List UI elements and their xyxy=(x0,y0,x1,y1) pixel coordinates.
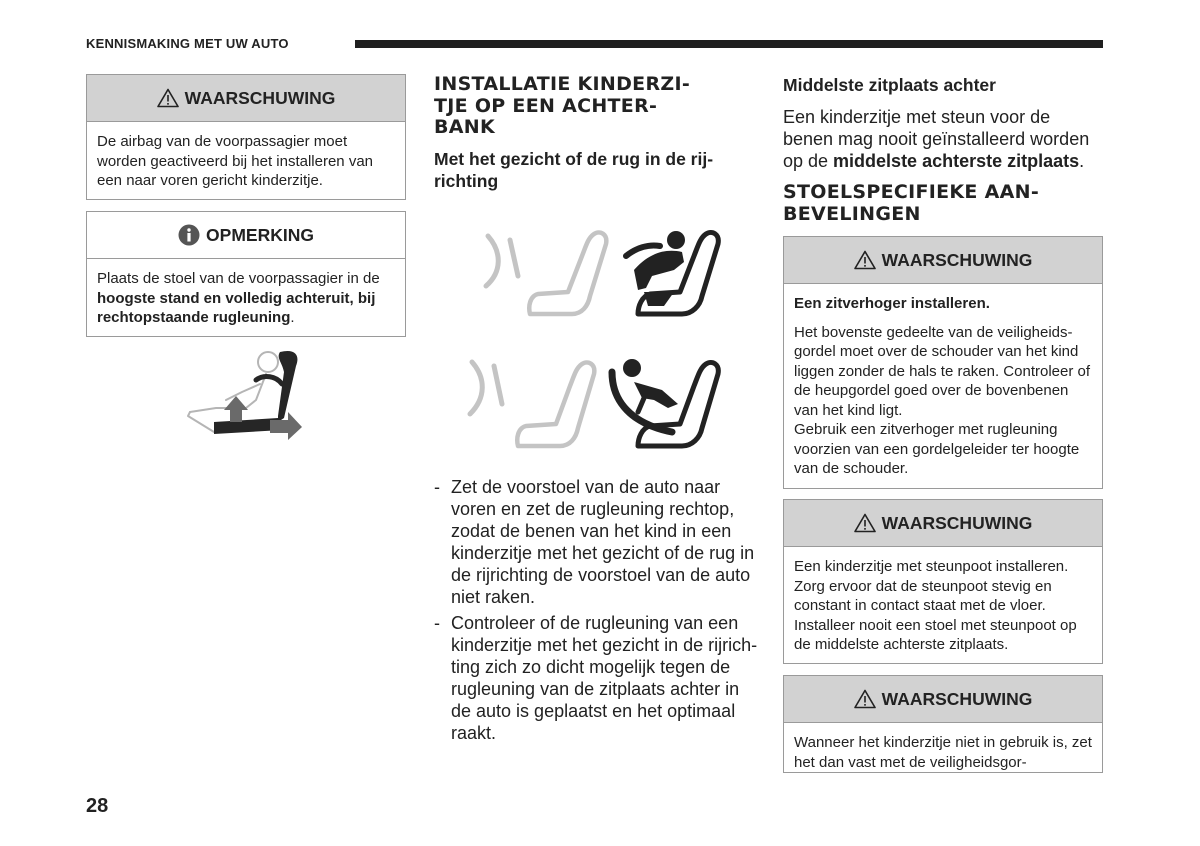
warning-text: Een zitverhoger installeren. Het bovenste gedeelte van de veiligheids-gordel moet over de schouder van het kind liggen zonder de hals te raken. Controleer of de heupgordel goed over de bovenbenen van het kind ligt. Gebruik een zitverhoger met rugleuning voorzien van een gordelgeleider ter hoogte van de schouder. xyxy=(794,295,1091,477)
list-item: - Zet de voorstoel van de auto naar voren en zet de rugleuning rechtop, zodat de benen van het kind in een kinderzitje met het gezicht of de rug in de rijrichting de voorstoel van de auto niet raken. xyxy=(434,477,755,607)
warning-header xyxy=(784,676,1102,723)
middle-seat-text: Een kinderzitje met steun voor de benen mag nooit geïnstalleerd worden op de middelste achterste zitplaats. xyxy=(783,107,1090,171)
info-icon xyxy=(178,224,200,246)
warning-bold-line: Een zitverhoger installeren. xyxy=(794,295,990,312)
warning-text: Wanneer het kinderzitje niet in gebruik is, zet het dan vast met de veiligheidsgor- xyxy=(794,734,1092,771)
warning-triangle-icon xyxy=(854,513,876,533)
warning-text: Een kinderzitje met steunpoot installeren. Zorg ervoor dat de steunpoot stevig en constant in contact staat met de vloer. Installeer nooit een stoel met steunpoot op de middelste achterste zitplaats. xyxy=(794,558,1077,653)
warning-triangle-icon xyxy=(854,250,876,270)
warning-triangle-icon xyxy=(854,689,876,709)
warning-box-support-leg xyxy=(783,499,1103,664)
warning-triangle-icon xyxy=(157,88,179,108)
warning-box-booster xyxy=(783,236,1103,489)
note-title: OPMERKING xyxy=(206,224,314,245)
middle-seat-title: Middelste zitplaats achter xyxy=(783,75,996,95)
note-text: Plaats de stoel van de voorpassagier in de hoogste stand en volledig achteruit, bij rechtopstaande rugleuning. xyxy=(97,270,380,326)
forward-facing-seat-illustration xyxy=(478,226,728,320)
seat-adjustment-illustration xyxy=(186,348,306,440)
note-bold-text: hoogste stand en volledig achteruit, bij rechtopstaande rugleuning xyxy=(97,289,376,326)
seat-recommendations-heading: STOELSPECIFIEKE AAN- BEVELINGEN xyxy=(783,181,1040,225)
list-item: - Controleer of de rugleuning van een kinderzitje met het gezicht in de rijrich-ting zich zo dicht mogelijk tegen de rugleuning van de zitplaats achter in de auto is geplaatst en het optimaal raakt. xyxy=(434,613,758,743)
rear-facing-seat-illustration xyxy=(462,352,724,452)
warning-header xyxy=(784,500,1102,547)
warning-header xyxy=(87,75,405,122)
warning-box-unused-seat xyxy=(783,675,1103,773)
section-header: KENNISMAKING MET UW AUTO xyxy=(86,36,289,51)
warning-title: WAARSCHUWING xyxy=(881,688,1033,709)
direction-subheading: Met het gezicht of de rug in de rij- richting xyxy=(434,149,714,191)
warning-title: WAARSCHUWING xyxy=(184,87,336,108)
page-number: 28 xyxy=(86,795,109,817)
warning-text: De airbag van de voorpassagier moet worden geactiveerd bij het installeren van een naar voren gericht kinderzitje. xyxy=(97,133,373,189)
warning-title: WAARSCHUWING xyxy=(881,512,1033,533)
note-header xyxy=(87,212,405,259)
header-rule xyxy=(355,40,1103,48)
note-box-seat-position xyxy=(86,211,406,337)
install-heading: INSTALLATIE KINDERZI- TJE OP EEN ACHTER- BANK xyxy=(434,73,691,138)
warning-box-airbag xyxy=(86,74,406,200)
instruction-list xyxy=(434,476,764,748)
warning-header xyxy=(784,237,1102,284)
warning-title: WAARSCHUWING xyxy=(881,249,1033,270)
middle-seat-bold: middelste achterste zitplaats xyxy=(833,151,1080,171)
